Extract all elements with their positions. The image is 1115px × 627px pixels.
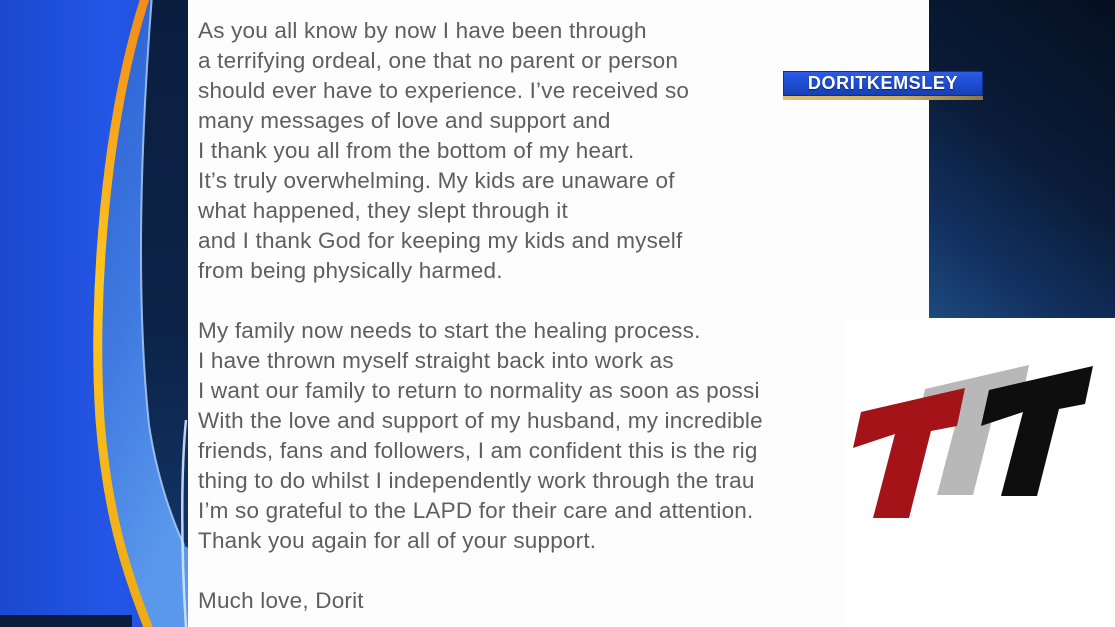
statement-line: I’m so grateful to the LAPD for their care and attention. xyxy=(198,498,754,523)
statement-paragraph-1 xyxy=(198,16,763,286)
statement-line: friends, fans and followers, I am confident this is the rig xyxy=(198,438,758,463)
statement-paragraph-2 xyxy=(198,316,763,556)
statement-line: I have thrown myself straight back into work as xyxy=(198,348,674,373)
panel-bottom-dark-strip xyxy=(0,615,132,627)
statement-line: With the love and support of my husband, my incredible xyxy=(198,408,763,433)
statement-line: and I thank God for keeping my kids and myself xyxy=(198,228,683,253)
left-decor-panel xyxy=(0,0,188,627)
statement-line: My family now needs to start the healing process. xyxy=(198,318,701,343)
statement-signoff xyxy=(198,586,763,616)
statement-line: I thank you all from the bottom of my heart. xyxy=(198,138,635,163)
statement-line: Much love, Dorit xyxy=(198,588,364,613)
right-navy-panel xyxy=(929,0,1115,318)
statement-text xyxy=(198,16,763,616)
handle-badge xyxy=(783,71,983,100)
statement-line: what happened, they slept through it xyxy=(198,198,568,223)
statement-line: thing to do whilst I independently work through the trau xyxy=(198,468,755,493)
station-logo-box xyxy=(845,318,1115,627)
statement-line: a terrifying ordeal, one that no parent or person xyxy=(198,48,679,73)
statement-line: Thank you again for all of your support. xyxy=(198,528,597,553)
ttt-logo xyxy=(845,318,1115,627)
statement-line: As you all know by now I have been through xyxy=(198,18,647,43)
statement-line: should ever have to experience. I’ve received so xyxy=(198,78,690,103)
statement-line: I want our family to return to normality as soon as possi xyxy=(198,378,760,403)
statement-line: many messages of love and support and xyxy=(198,108,611,133)
handle-badge-label: DORITKEMSLEY xyxy=(783,71,983,96)
badge-underline xyxy=(783,96,983,100)
statement-line: from being physically harmed. xyxy=(198,258,503,283)
statement-line: It’s truly overwhelming. My kids are unaware of xyxy=(198,168,675,193)
